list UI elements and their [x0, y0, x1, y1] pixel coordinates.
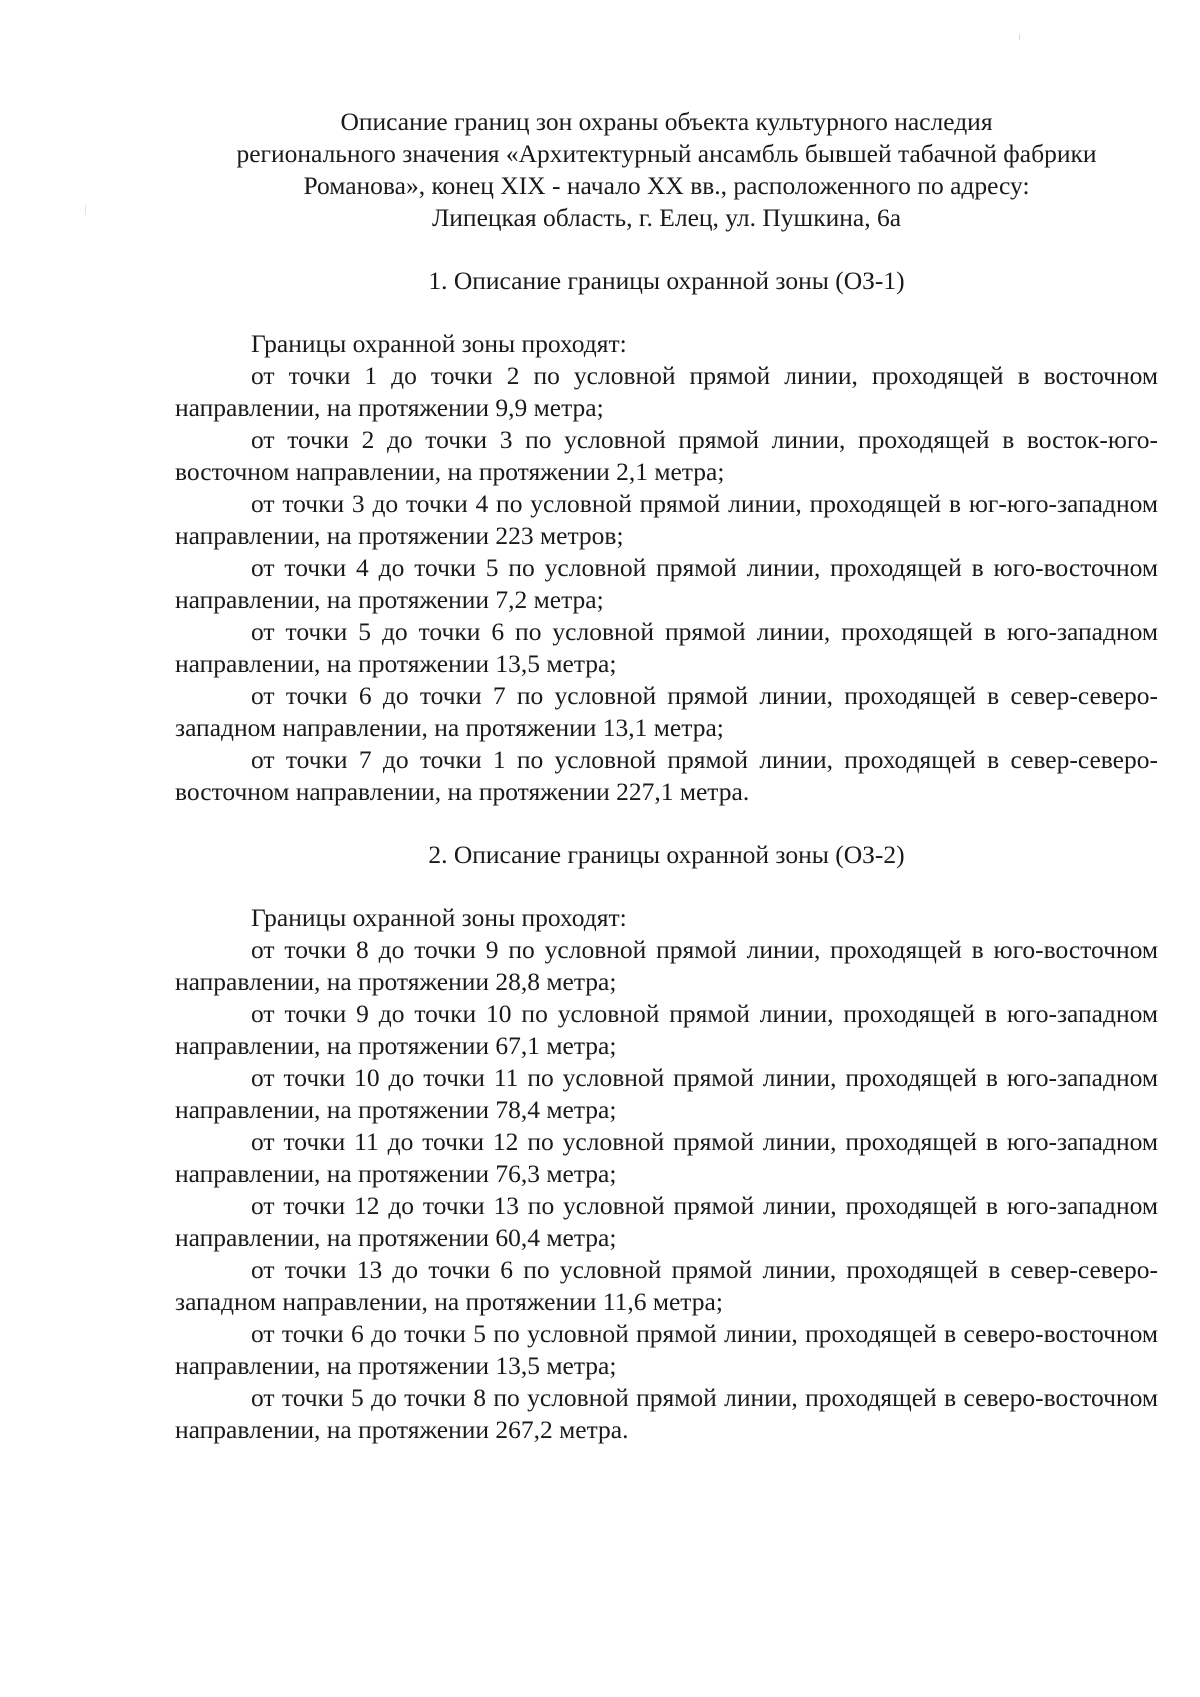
scan-artifact: [85, 205, 86, 215]
boundary-paragraph: от точки 3 до точки 4 по условной прямой линии, проходящей в юг-юго-западном направлении, на протяжении 223 метров;: [175, 489, 1158, 550]
boundary-paragraph: от точки 5 до точки 6 по условной прямой линии, проходящей в юго-западном направлении, на протяжении 13,5 метра;: [175, 617, 1158, 678]
title-line: регионального значения «Архитектурный ансамбль бывшей табачной фабрики: [236, 139, 1097, 168]
section-intro: Границы охранной зоны проходят:: [251, 329, 627, 358]
document-page: [175, 106, 1158, 1446]
boundary-paragraph: от точки 8 до точки 9 по условной прямой линии, проходящей в юго-восточном направлении, на протяжении 28,8 метра;: [175, 935, 1158, 996]
section-heading: 2. Описание границы охранной зоны (ОЗ-2): [428, 840, 905, 869]
boundary-paragraph: от точки 5 до точки 8 по условной прямой линии, проходящей в северо-восточном направлении, на протяжении 267,2 метра.: [175, 1383, 1158, 1444]
section-oz2: [175, 839, 1158, 1446]
document-title: [175, 106, 1158, 234]
boundary-paragraph: от точки 11 до точки 12 по условной прямой линии, проходящей в юго-западном направлении, на протяжении 76,3 метра;: [175, 1127, 1158, 1188]
title-line: Романова», конец XIX - начало XX вв., расположенного по адресу:: [303, 171, 1030, 200]
section-heading: 1. Описание границы охранной зоны (ОЗ-1): [428, 266, 905, 295]
title-line: Описание границ зон охраны объекта культурного наследия: [340, 107, 993, 136]
boundary-paragraph: от точки 10 до точки 11 по условной прямой линии, проходящей в юго-западном направлении, на протяжении 78,4 метра;: [175, 1063, 1158, 1124]
boundary-paragraph: от точки 9 до точки 10 по условной прямой линии, проходящей в юго-западном направлении, на протяжении 67,1 метра;: [175, 999, 1158, 1060]
boundary-paragraph: от точки 6 до точки 5 по условной прямой линии, проходящей в северо-восточном направлении, на протяжении 13,5 метра;: [175, 1319, 1158, 1380]
section-oz1: [175, 265, 1158, 808]
boundary-paragraph: от точки 4 до точки 5 по условной прямой линии, проходящей в юго-восточном направлении, на протяжении 7,2 метра;: [175, 553, 1158, 614]
section-intro: Границы охранной зоны проходят:: [251, 903, 627, 932]
boundary-paragraph: от точки 6 до точки 7 по условной прямой линии, проходящей в север-северо-западном направлении, на протяжении 13,1 метра;: [175, 681, 1158, 742]
boundary-paragraph: от точки 1 до точки 2 по условной прямой линии, проходящей в восточном направлении, на протяжении 9,9 метра;: [175, 361, 1158, 422]
boundary-paragraph: от точки 2 до точки 3 по условной прямой линии, проходящей в восток-юго-восточном направлении, на протяжении 2,1 метра;: [175, 425, 1158, 486]
title-line: Липецкая область, г. Елец, ул. Пушкина, 6а: [431, 203, 902, 232]
boundary-paragraph: от точки 7 до точки 1 по условной прямой линии, проходящей в север-северо-восточном направлении, на протяжении 227,1 метра.: [175, 745, 1158, 806]
scan-artifact: [1019, 34, 1020, 40]
boundary-paragraph: от точки 12 до точки 13 по условной прямой линии, проходящей в юго-западном направлении, на протяжении 60,4 метра;: [175, 1191, 1158, 1252]
boundary-paragraph: от точки 13 до точки 6 по условной прямой линии, проходящей в север-северо-западном направлении, на протяжении 11,6 метра;: [175, 1255, 1158, 1316]
